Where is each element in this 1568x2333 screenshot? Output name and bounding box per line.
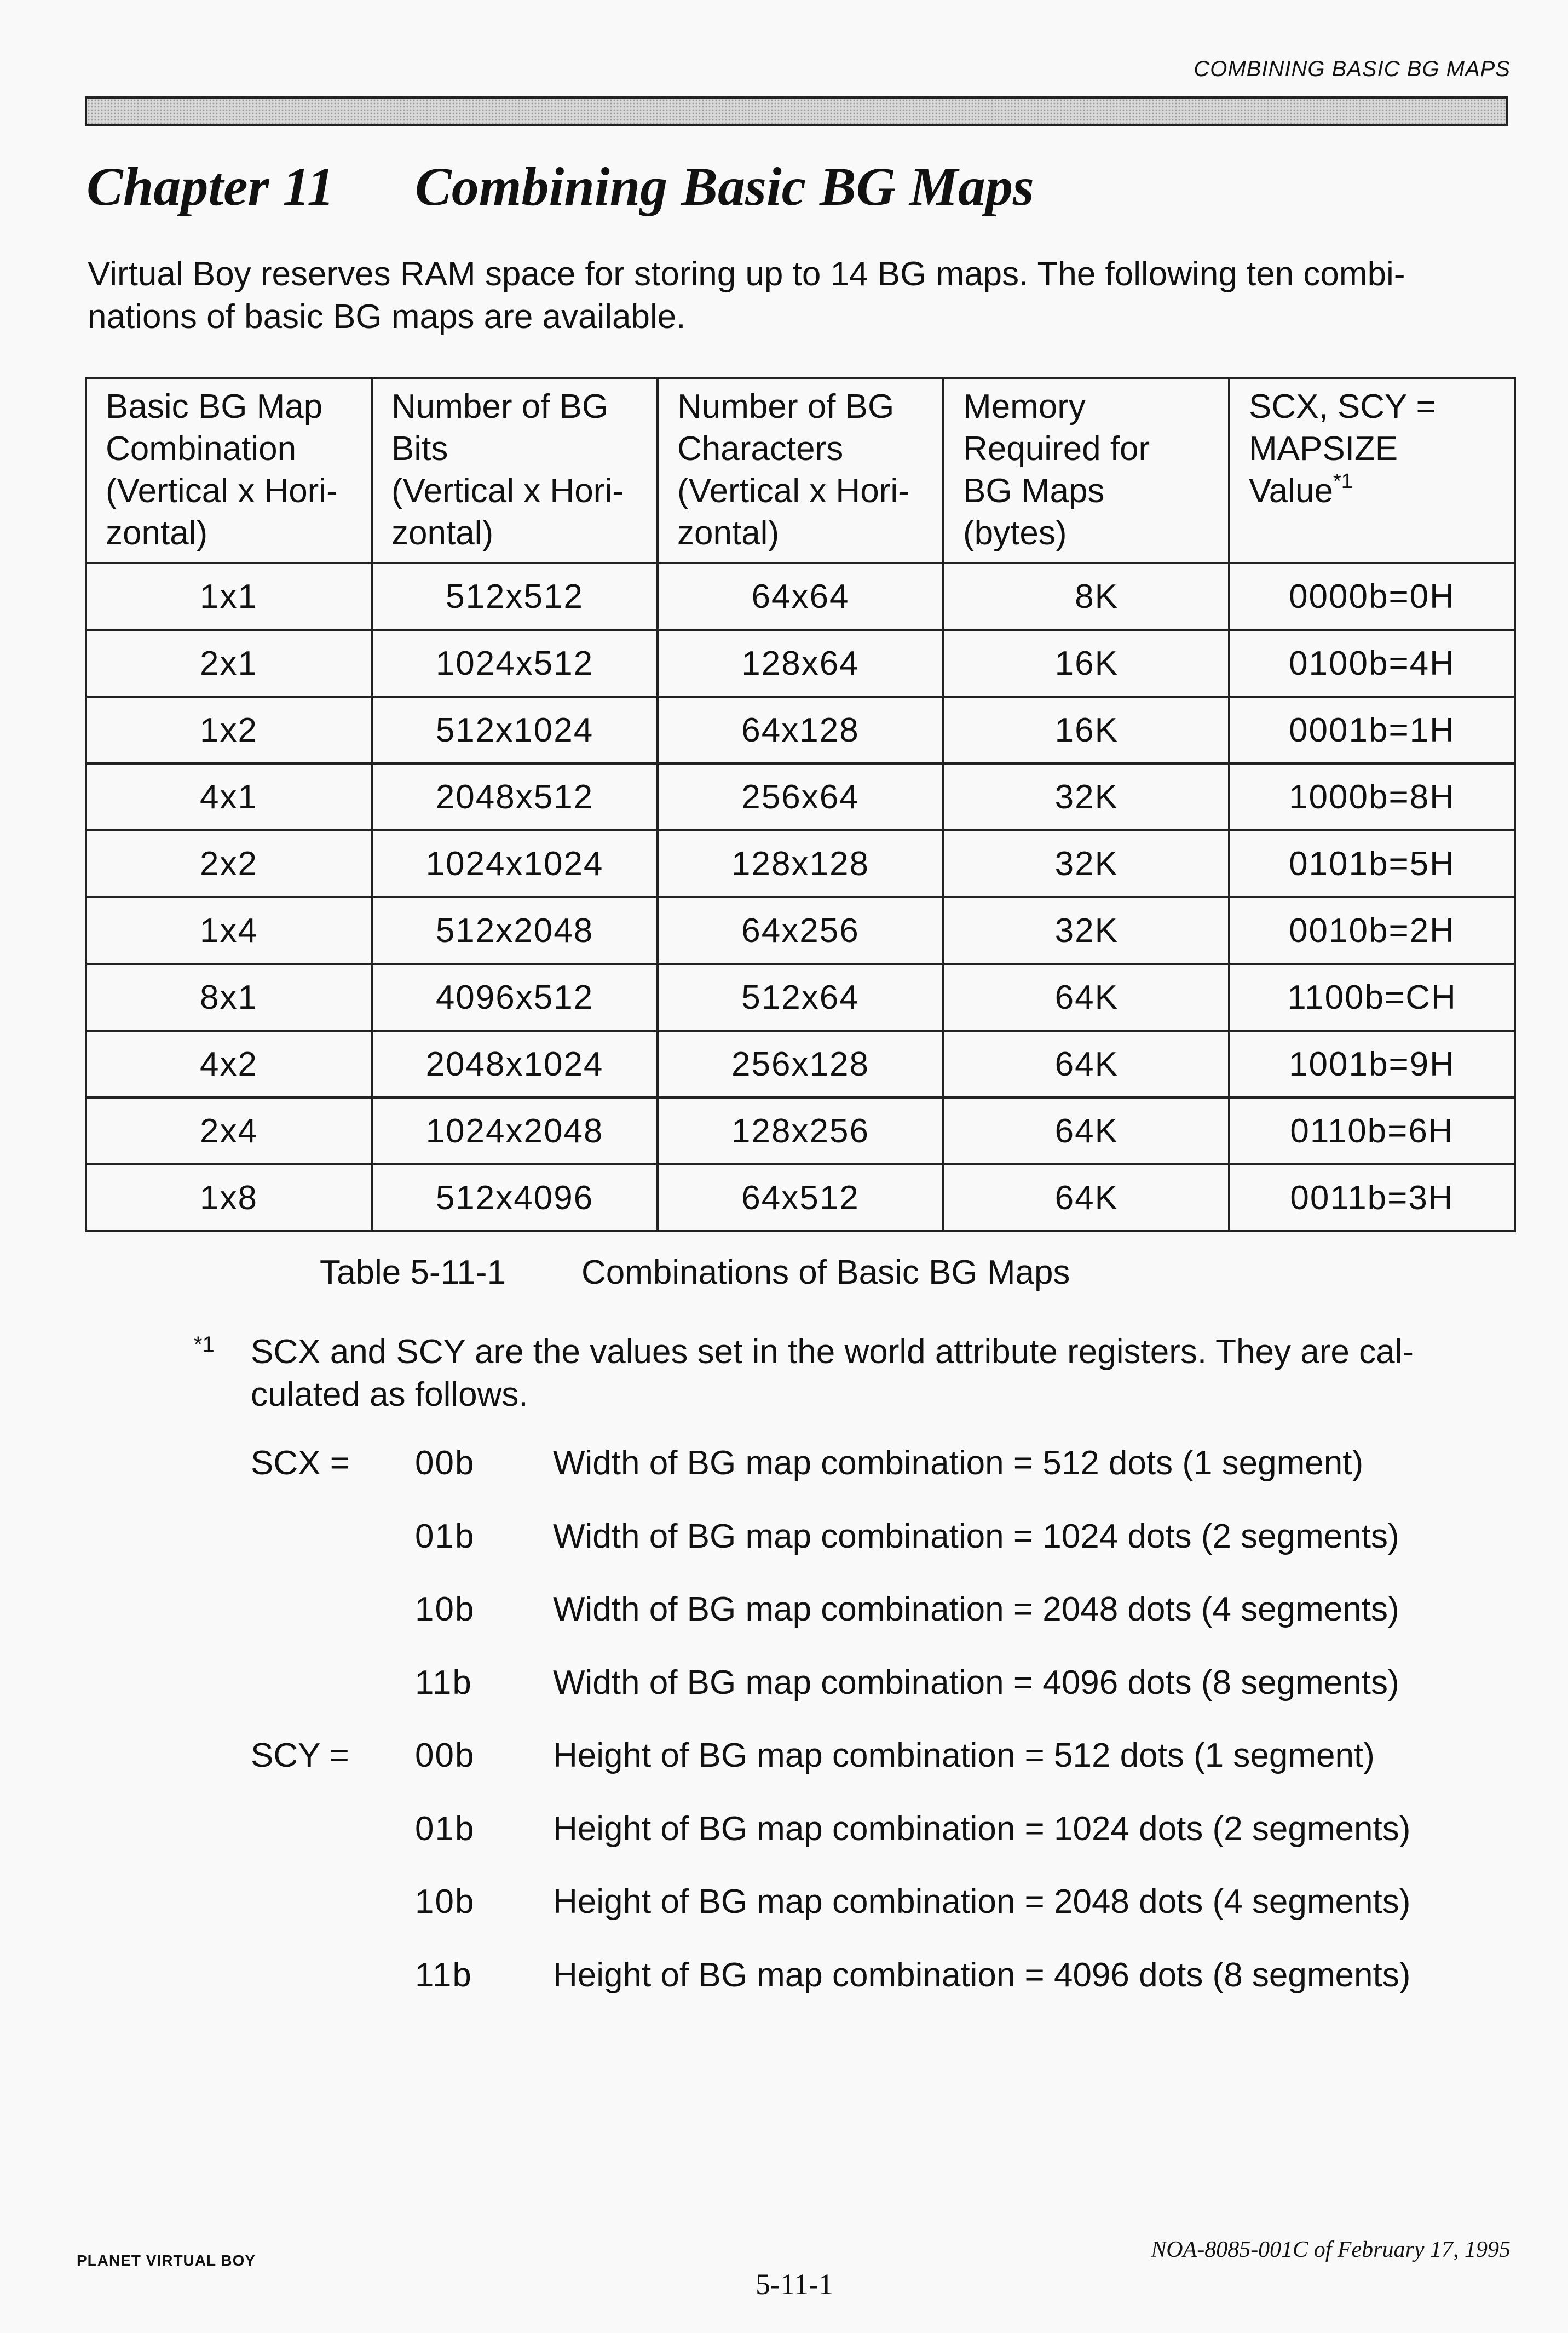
cell-bg-bits: 1024x1024 (372, 830, 658, 897)
caption-text: Combinations of Basic BG Maps (581, 1254, 1070, 1291)
cell-mapsize: 0100b=4H (1229, 630, 1515, 697)
cell-memory: 32K (943, 763, 1229, 830)
cell-memory: 64K (943, 1031, 1229, 1097)
register-code: 10b (415, 1883, 475, 1921)
register-description: Height of BG map combination = 1024 dots (2 segments) (553, 1809, 1411, 1848)
register-code: 01b (415, 1809, 475, 1848)
register-description: Height of BG map combination = 2048 dots (4 segments) (553, 1883, 1411, 1921)
register-code: 01b (415, 1517, 475, 1555)
cell-bg-bits: 512x2048 (372, 897, 658, 964)
cell-bg-bits: 512x1024 (372, 697, 658, 763)
intro-line: Virtual Boy reserves RAM space for storing up to 14 BG maps. The following ten combi- (88, 255, 1405, 293)
table-row (86, 897, 1515, 964)
cell-combination: 2x2 (86, 830, 372, 897)
cell-combination: 4x2 (86, 1031, 372, 1097)
cell-memory: 64K (943, 1164, 1229, 1231)
cell-bg-characters: 64x512 (658, 1164, 943, 1231)
cell-memory: 64K (943, 964, 1229, 1031)
cell-bg-bits: 512x4096 (372, 1164, 658, 1231)
cell-bg-characters: 64x256 (658, 897, 943, 964)
footer-publication: PLANET VIRTUAL BOY (77, 2252, 256, 2269)
running-header: COMBINING BASIC BG MAPS (1194, 57, 1511, 81)
cell-mapsize: 1000b=8H (1229, 763, 1515, 830)
cell-mapsize: 0110b=6H (1229, 1097, 1515, 1164)
cell-bg-bits: 2048x1024 (372, 1031, 658, 1097)
cell-bg-characters: 128x256 (658, 1097, 943, 1164)
cell-mapsize: 0000b=0H (1229, 563, 1515, 630)
header-bg-characters: Number of BG Characters (Vertical x Hori- zontal) (658, 378, 943, 563)
table-row (86, 1031, 1515, 1097)
table-row (86, 1164, 1515, 1231)
cell-combination: 4x1 (86, 763, 372, 830)
footer-document-id: NOA-8085-001C of February 17, 1995 (1151, 2237, 1511, 2262)
cell-bg-bits: 512x512 (372, 563, 658, 630)
register-name: SCX = (251, 1444, 350, 1482)
cell-mapsize: 0001b=1H (1229, 697, 1515, 763)
table-caption (320, 1253, 1070, 1292)
register-description: Width of BG map combination = 512 dots (1 segment) (553, 1444, 1364, 1482)
cell-bg-characters: 128x128 (658, 830, 943, 897)
header-rule-bar (85, 96, 1508, 126)
cell-bg-bits: 1024x2048 (372, 1097, 658, 1164)
footnote-reference: *1 (1333, 470, 1353, 493)
cell-bg-characters: 128x64 (658, 630, 943, 697)
cell-combination: 2x1 (86, 630, 372, 697)
chapter-name: Combining Basic BG Maps (415, 156, 1034, 217)
cell-combination: 1x8 (86, 1164, 372, 1231)
register-description: Width of BG map combination = 2048 dots (4 segments) (553, 1590, 1399, 1628)
page-number: 5-11-1 (756, 2268, 833, 2301)
cell-memory: 16K (943, 630, 1229, 697)
cell-mapsize: 1001b=9H (1229, 1031, 1515, 1097)
header-combination: Basic BG Map Combination (Vertical x Hori- zontal) (86, 378, 372, 563)
register-code: 00b (415, 1444, 475, 1482)
cell-memory: 8K (943, 563, 1229, 630)
table-row (86, 830, 1515, 897)
cell-bg-characters: 256x128 (658, 1031, 943, 1097)
table-row (86, 563, 1515, 630)
register-description: Height of BG map combination = 512 dots (1 segment) (553, 1737, 1375, 1774)
header-bg-bits: Number of BG Bits (Vertical x Hori- zontal) (372, 378, 658, 563)
cell-mapsize: 0010b=2H (1229, 897, 1515, 964)
cell-memory: 32K (943, 830, 1229, 897)
register-code: 11b (415, 1663, 472, 1702)
cell-memory: 32K (943, 897, 1229, 964)
register-code: 11b (415, 1956, 472, 1994)
table-row (86, 697, 1515, 763)
footnote-line: culated as follows. (251, 1376, 528, 1413)
register-code: 10b (415, 1590, 475, 1628)
cell-combination: 1x2 (86, 697, 372, 763)
footnote-mark: *1 (194, 1332, 215, 1357)
cell-mapsize: 0011b=3H (1229, 1164, 1515, 1231)
cell-bg-characters: 64x64 (658, 563, 943, 630)
cell-bg-bits: 1024x512 (372, 630, 658, 697)
table-row (86, 1097, 1515, 1164)
cell-memory: 16K (943, 697, 1229, 763)
register-name: SCY = (251, 1737, 349, 1774)
cell-bg-characters: 64x128 (658, 697, 943, 763)
cell-combination: 1x1 (86, 563, 372, 630)
table-row (86, 763, 1515, 830)
intro-line: nations of basic BG maps are available. (88, 298, 686, 336)
header-mapsize: SCX, SCY = MAPSIZE Value$^{*1}$ (1229, 378, 1515, 563)
cell-memory: 64K (943, 1097, 1229, 1164)
table-header-row (86, 378, 1515, 563)
chapter-number: Chapter 11 (87, 156, 335, 217)
caption-number: Table 5-11-1 (320, 1254, 506, 1291)
cell-combination: 1x4 (86, 897, 372, 964)
table-row (86, 964, 1515, 1031)
cell-bg-characters: 256x64 (658, 763, 943, 830)
register-code: 00b (415, 1737, 475, 1774)
cell-bg-bits: 4096x512 (372, 964, 658, 1031)
cell-combination: 8x1 (86, 964, 372, 1031)
bg-map-combinations-table (85, 377, 1516, 1232)
intro-paragraph (88, 253, 1511, 338)
table-row (86, 630, 1515, 697)
cell-mapsize: 0101b=5H (1229, 830, 1515, 897)
cell-combination: 2x4 (86, 1097, 372, 1164)
cell-bg-characters: 512x64 (658, 964, 943, 1031)
register-description: Width of BG map combination = 4096 dots (8 segments) (553, 1663, 1399, 1702)
register-description: Width of BG map combination = 1024 dots (2 segments) (553, 1517, 1399, 1555)
chapter-title (87, 157, 1034, 217)
footnote-line: SCX and SCY are the values set in the world attribute registers. They are cal- (251, 1333, 1414, 1371)
cell-mapsize: 1100b=CH (1229, 964, 1515, 1031)
register-description: Height of BG map combination = 4096 dots (8 segments) (553, 1956, 1411, 1994)
cell-bg-bits: 2048x512 (372, 763, 658, 830)
header-memory: Memory Required for BG Maps (bytes) (943, 378, 1229, 563)
footnote (192, 1331, 1517, 1416)
